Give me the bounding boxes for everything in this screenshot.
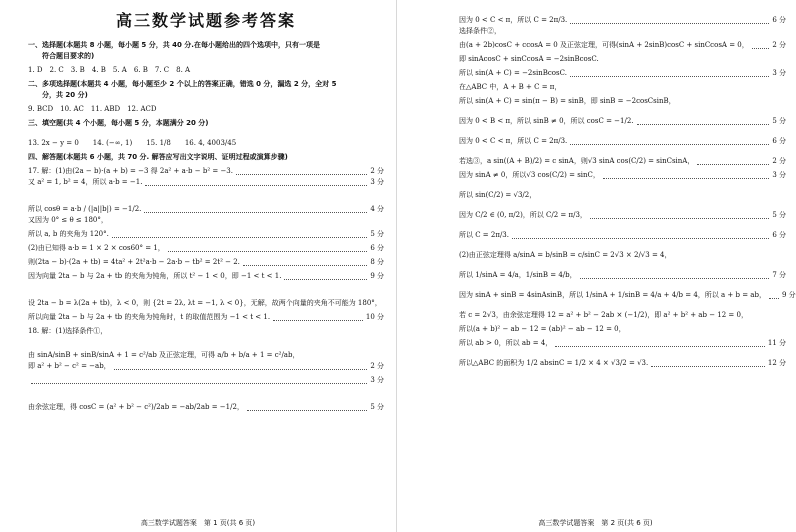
score-points: 2 分	[370, 167, 384, 175]
leader-dots	[603, 178, 769, 179]
answer-line	[459, 352, 786, 369]
answer-line	[459, 130, 786, 147]
answer-line	[459, 96, 786, 107]
answer-line-text: 若 c = 2√3，由余弦定理得 12 = a² + b² − 2ab × (−1/2)，即 a² + b² + ab − 12 = 0，	[459, 311, 748, 319]
leader-dots	[697, 164, 769, 165]
answer-line	[28, 215, 384, 226]
answer-line	[459, 26, 786, 37]
answer-line-text: 二、多项选择题(本题共 4 小题，每小题至少 2 个以上的答案正确，错选 0 分，漏选 2 分，全对 5	[28, 80, 337, 88]
answer-line-text: 所以 ab > 0，所以 ab = 4，	[459, 339, 553, 347]
answer-line	[28, 375, 384, 386]
score-points: 5 分	[370, 230, 384, 238]
answer-line-text: 所以 sin(C/2) = √3/2，	[459, 191, 537, 199]
answer-line-text: 四、解答题(本题共 6 小题，共 70 分. 解答应写出文字说明、证明过程或演算步骤)	[28, 153, 288, 161]
answer-line	[28, 79, 384, 90]
answer-line-text: 因为 0 < B < π，所以 sinB ≠ 0，所以 cosC = −1/2.	[459, 117, 634, 125]
answer-line	[28, 271, 384, 282]
answer-line-text: 17. 解：(1)由(2a − b)·(a + b) = −3 得 2a² + a·b − b² = −3.	[28, 167, 233, 175]
answer-line-text: 又 a² = 1, b² = 4，所以 a·b = −1.	[28, 178, 143, 186]
answer-line-text: 9. BCD 10. AC 11. ABD 12. ACD	[28, 105, 157, 113]
answer-line	[28, 191, 384, 215]
answer-line	[28, 337, 384, 361]
answer-line	[459, 204, 786, 221]
answer-line	[459, 284, 796, 301]
score-points: 2 分	[772, 41, 786, 49]
leader-dots	[243, 265, 367, 266]
answer-line-text: 所以 sin(A + C) = sin(π − B) = sinB，即 sinB = −2cosCsinB，	[459, 97, 676, 105]
answer-line-text: 由(a + 2b)cosC + ccosA = 0 及正弦定理，可得(sinA + 2sinB)cosC + sinCcosA = 0，	[459, 41, 749, 49]
score-points: 5 分	[370, 403, 384, 411]
score-points: 3 分	[370, 376, 384, 384]
answer-line-text: 1. D 2. C 3. B 4. B 5. A 6. B 7. C 8. A	[28, 66, 191, 74]
answer-line-text: 所以向量 2ta − b 与 2a + tb 的夹角为钝角时，t 的取值范围为 −1 < t < 1.	[28, 313, 271, 321]
answer-line	[28, 40, 384, 51]
answer-line-text: (2)由正弦定理得 a/sinA = b/sinB = c/sinC = 2√3 × 2/√3 = 4，	[459, 251, 672, 259]
answer-line-text: 所以 C = 2π/3.	[459, 231, 509, 239]
leader-dots	[273, 320, 363, 321]
leader-dots	[590, 218, 769, 219]
score-points: 3 分	[772, 171, 786, 179]
answer-line-text: 三、填空题(共 4 个小题，每小题 5 分，本题满分 20 分)	[28, 119, 209, 127]
answer-line	[28, 257, 384, 268]
answer-line	[459, 264, 786, 281]
answer-line-text: 符合题目要求的)	[28, 52, 95, 60]
answer-line-text: 则(2ta − b)·(2a + tb) = 4ta² + 2t²a·b − 2a·b − tb² = 2t² − 2.	[28, 258, 240, 266]
answer-line	[28, 90, 384, 101]
score-points: 3 分	[370, 178, 384, 186]
score-points: 8 分	[370, 258, 384, 266]
page-1-content	[28, 8, 384, 413]
score-points: 6 分	[370, 244, 384, 252]
answer-line	[28, 132, 384, 149]
answer-line	[28, 118, 384, 129]
answer-line	[28, 389, 384, 413]
answer-line-text: 因为 0 < C < π，所以 C = 2π/3.	[459, 16, 568, 24]
answer-line	[28, 361, 384, 372]
answer-line	[459, 224, 786, 241]
answer-line-text: 所以△ABC 的面积为 1/2 absinC = 1/2 × 4 × √3/2 = √3.	[459, 359, 649, 367]
score-points: 5 分	[772, 211, 786, 219]
answer-line-text: 13. 2x − y = 0 14. (−∞, 1) 15. 1/8 16. 4, 4003/45	[28, 139, 237, 147]
score-points: 11 分	[767, 339, 786, 347]
leader-dots	[31, 383, 367, 384]
answer-line	[459, 54, 786, 65]
answer-line	[28, 177, 384, 188]
answer-line	[459, 110, 786, 127]
answer-line-text: 若选③，a sin((A + B)/2) = c sinA，则√3 sinA cos(C/2) = sinCsinA，	[459, 157, 695, 165]
leader-dots	[651, 366, 765, 367]
answer-line-text: 选择条件②，	[459, 27, 501, 35]
score-points: 6 分	[772, 137, 786, 145]
answer-line	[459, 40, 786, 51]
answer-line-text: 所以 sin(A + C) = −2sinBcosC.	[459, 69, 567, 77]
answer-line	[28, 51, 384, 62]
answer-line	[459, 82, 786, 93]
answer-line-text: 所以 cosθ = a·b / (|a||b|) = −1/2.	[28, 205, 142, 213]
leader-dots	[637, 124, 770, 125]
answer-line-text: 因为 sinA ≠ 0，所以√3 cos(C/2) = sinC，	[459, 171, 600, 179]
answer-line	[28, 243, 384, 254]
answer-line-text: 所以(a + b)² − ab − 12 = (ab)² − ab − 12 = 0，	[459, 325, 626, 333]
page-2-lines	[459, 9, 796, 369]
score-points: 9 分	[370, 272, 384, 280]
answer-line-text: 又因为 0° ≤ θ ≤ 180°，	[28, 216, 108, 224]
answer-line-text: 即 sinAcosC + sinCcosA = −2sinBcosC.	[459, 55, 599, 63]
answer-line	[459, 68, 786, 79]
answer-line-text: 即 a² + b² − c² = −ab，	[28, 362, 111, 370]
score-points: 10 分	[365, 313, 384, 321]
leader-dots	[512, 238, 769, 239]
leader-dots	[570, 144, 769, 145]
answer-line	[459, 184, 786, 201]
page-1-footer: 高三数学试题答案 第 1 页(共 6 页)	[140, 519, 256, 527]
answer-line-text: (2)由已知得 a·b = 1 × 2 × cos60° = 1，	[28, 244, 165, 252]
answer-line-text: 由余弦定理，得 cosC = (a² + b² − c²)/2ab = −ab/2ab = −1/2，	[28, 403, 244, 411]
score-points: 7 分	[772, 271, 786, 279]
answer-line	[28, 166, 384, 177]
page-1-lines	[28, 40, 384, 413]
score-points: 2 分	[772, 157, 786, 165]
answer-line-text: 18. 解：(1)选择条件①，	[28, 327, 108, 335]
page-2-content	[459, 9, 796, 369]
answer-line	[459, 150, 786, 167]
answer-page-1	[0, 0, 397, 532]
answer-line	[28, 285, 384, 309]
answer-line-text: 因为 sinA + sinB = 4sinAsinB，所以 1/sinA + 1/sinB = 4/a + 4/b = 4，所以 a + b = ab，	[459, 291, 766, 299]
score-points: 9 分	[781, 291, 796, 299]
leader-dots	[236, 174, 367, 175]
leader-dots	[114, 369, 368, 370]
answer-line	[459, 304, 786, 321]
answer-page-2	[397, 0, 794, 532]
score-points: 5 分	[772, 117, 786, 125]
score-points: 6 分	[772, 231, 786, 239]
answer-line-text: 所以 1/sinA = 4/a，1/sinB = 4/b，	[459, 271, 577, 279]
answer-line-text: 分，共 20 分)	[28, 91, 88, 99]
leader-dots	[555, 346, 765, 347]
leader-dots	[284, 279, 367, 280]
leader-dots	[570, 23, 769, 24]
score-points: 12 分	[767, 359, 786, 367]
leader-dots	[769, 298, 779, 299]
answer-line	[459, 9, 786, 26]
page-title: 高三数学试题参考答案	[115, 11, 296, 30]
leader-dots	[580, 278, 770, 279]
leader-dots	[168, 251, 368, 252]
page-2-footer: 高三数学试题答案 第 2 页(共 6 页)	[538, 519, 653, 527]
leader-dots	[145, 185, 367, 186]
leader-dots	[752, 48, 770, 49]
answer-line	[28, 312, 384, 323]
score-points: 2 分	[370, 362, 384, 370]
score-points: 3 分	[772, 69, 786, 77]
answer-line-text: 因为 C/2 ∈ (0, π/2)，所以 C/2 = π/3，	[459, 211, 587, 219]
answer-line-text: 设 2ta − b = λ(2a + tb)，λ < 0，则 {2t = 2λ, λt = −1, λ < 0}，无解，故两个向量的夹角不可能为 180°，	[28, 299, 382, 307]
answer-line	[28, 326, 384, 337]
answer-line-text: 由 sinA/sinB + sinB/sinA + 1 = c²/ab 及正弦定理，可得 a/b + b/a + 1 = c²/ab，	[28, 351, 300, 359]
score-points: 6 分	[772, 16, 786, 24]
answer-line	[459, 338, 786, 349]
answer-line-text: 一、选择题(本题共 8 小题，每小题 5 分，共 40 分.在每小题给出的四个选项中，只有一项是	[28, 41, 320, 49]
answer-line	[28, 152, 384, 163]
answer-line-text: 所以 a, b 的夹角为 120°.	[28, 230, 109, 238]
answer-line-text: 在△ABC 中，A + B + C = π，	[459, 83, 562, 91]
answer-line	[459, 170, 786, 181]
leader-dots	[247, 410, 367, 411]
answer-line	[459, 244, 786, 261]
answer-line	[459, 324, 786, 335]
answer-line	[28, 104, 384, 115]
answer-line-text: 因为 0 < C < π，所以 C = 2π/3.	[459, 137, 568, 145]
leader-dots	[570, 76, 769, 77]
leader-dots	[112, 237, 367, 238]
leader-dots	[144, 212, 367, 213]
answer-line	[28, 65, 384, 76]
answer-line	[28, 229, 384, 240]
answer-line-text: 因为向量 2ta − b 与 2a + tb 的夹角为钝角，所以 t² − 1 < 0，即 −1 < t < 1.	[28, 272, 282, 280]
score-points: 4 分	[370, 205, 384, 213]
